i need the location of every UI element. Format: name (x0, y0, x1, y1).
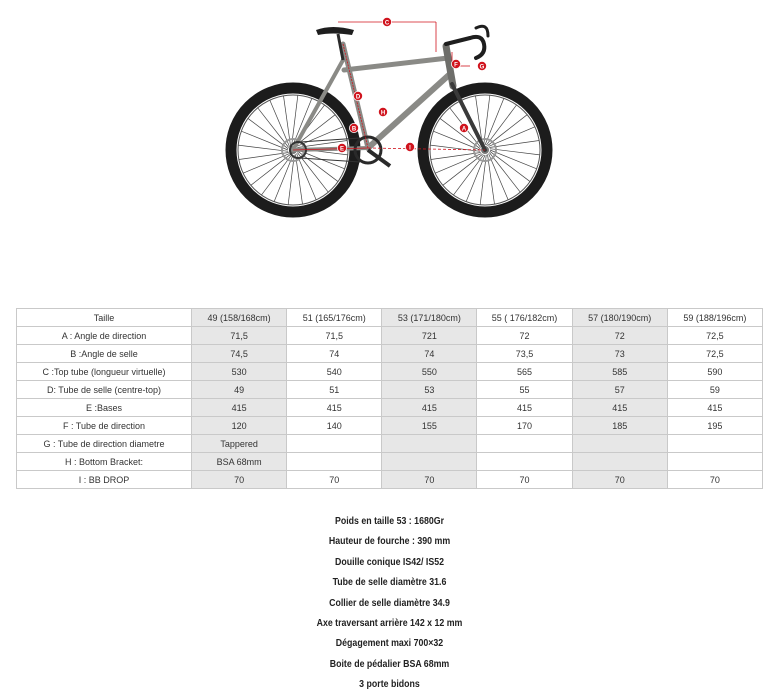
value-cell: 415 (667, 399, 762, 417)
value-cell: 70 (477, 471, 572, 489)
value-cell: 170 (477, 417, 572, 435)
spec-line: Hauteur de fourche : 390 mm (328, 536, 451, 548)
spec-line: Collier de selle diamètre 34.9 (329, 597, 450, 609)
value-cell: 74 (382, 345, 477, 363)
table-header-row (17, 309, 763, 327)
value-cell (477, 453, 572, 471)
spec-list (0, 512, 779, 696)
spec-line: Douille conique IS42/ IS52 (334, 556, 445, 568)
value-cell: 195 (667, 417, 762, 435)
value-cell: 721 (382, 327, 477, 345)
table-row (17, 435, 763, 453)
value-cell: 72,5 (667, 327, 762, 345)
value-cell: 540 (287, 363, 382, 381)
geometry-table (16, 308, 763, 489)
svg-text:B: B (351, 126, 357, 133)
svg-text:C: C (384, 20, 390, 27)
value-cell (572, 453, 667, 471)
value-cell: 70 (572, 471, 667, 489)
table-row (17, 399, 763, 417)
value-cell: 53 (382, 381, 477, 399)
marker-c (382, 17, 391, 26)
table-row (17, 363, 763, 381)
value-cell: 71,5 (192, 327, 287, 345)
value-cell: 70 (192, 471, 287, 489)
spec-line: 3 porte bidons (359, 679, 420, 691)
value-cell (287, 453, 382, 471)
value-cell: 73,5 (477, 345, 572, 363)
svg-text:E: E (339, 146, 345, 153)
marker-e (337, 143, 346, 152)
bike-geometry-diagram (220, 8, 560, 218)
value-cell: 71,5 (287, 327, 382, 345)
value-cell: 57 (572, 381, 667, 399)
value-cell: 415 (382, 399, 477, 417)
value-cell: 590 (667, 363, 762, 381)
value-cell: 140 (287, 417, 382, 435)
size-header-cell: 59 (188/196cm) (667, 309, 762, 327)
size-header-cell: 53 (171/180cm) (382, 309, 477, 327)
svg-text:D: D (355, 94, 361, 101)
row-label-cell: B :Angle de selle (17, 345, 192, 363)
spec-line: Tube de selle diamètre 31.6 (332, 577, 447, 589)
row-label-cell: D: Tube de selle (centre-top) (17, 381, 192, 399)
row-label-cell: C :Top tube (longueur virtuelle) (17, 363, 192, 381)
value-cell (477, 435, 572, 453)
table-row (17, 453, 763, 471)
value-cell (667, 453, 762, 471)
spec-line: Axe traversant arrière 142 x 12 mm (316, 617, 463, 629)
size-header-cell: 57 (180/190cm) (572, 309, 667, 327)
value-cell: Tappered (192, 435, 287, 453)
size-header-cell: 55 ( 176/182cm) (477, 309, 572, 327)
value-cell: 70 (667, 471, 762, 489)
value-cell: 72 (477, 327, 572, 345)
value-cell: 74,5 (192, 345, 287, 363)
value-cell (382, 435, 477, 453)
table-row (17, 417, 763, 435)
table-row (17, 381, 763, 399)
value-cell: 565 (477, 363, 572, 381)
svg-text:H: H (380, 110, 386, 117)
value-cell: 72,5 (667, 345, 762, 363)
value-cell: 74 (287, 345, 382, 363)
spec-line: Boite de pédalier BSA 68mm (329, 658, 450, 670)
value-cell: BSA 68mm (192, 453, 287, 471)
seat-and-post (316, 27, 354, 60)
row-label-cell: I : BB DROP (17, 471, 192, 489)
value-cell: 530 (192, 363, 287, 381)
header-label-cell: Taille (17, 309, 192, 327)
svg-text:F: F (454, 62, 458, 69)
row-label-cell: F : Tube de direction (17, 417, 192, 435)
value-cell: 55 (477, 381, 572, 399)
row-label-cell: G : Tube de direction diametre (17, 435, 192, 453)
value-cell: 415 (477, 399, 572, 417)
value-cell: 550 (382, 363, 477, 381)
marker-i (405, 142, 414, 151)
marker-g (477, 61, 486, 70)
marker-b (349, 123, 358, 132)
marker-d (353, 91, 362, 100)
marker-h (378, 107, 387, 116)
row-label-cell: H : Bottom Bracket: (17, 453, 192, 471)
table-row (17, 471, 763, 489)
value-cell (382, 453, 477, 471)
value-cell (667, 435, 762, 453)
value-cell (572, 435, 667, 453)
size-header-cell: 49 (158/168cm) (192, 309, 287, 327)
row-label-cell: A : Angle de direction (17, 327, 192, 345)
value-cell: 585 (572, 363, 667, 381)
value-cell: 415 (287, 399, 382, 417)
value-cell: 415 (192, 399, 287, 417)
value-cell: 72 (572, 327, 667, 345)
value-cell: 70 (287, 471, 382, 489)
svg-text:G: G (479, 64, 485, 71)
value-cell: 155 (382, 417, 477, 435)
table-row (17, 345, 763, 363)
value-cell: 59 (667, 381, 762, 399)
size-header-cell: 51 (165/176cm) (287, 309, 382, 327)
marker-f (451, 59, 460, 68)
spec-line: Dégagement maxi 700×32 (335, 638, 444, 650)
value-cell: 70 (382, 471, 477, 489)
marker-a (459, 123, 468, 132)
value-cell: 49 (192, 381, 287, 399)
value-cell (287, 435, 382, 453)
spec-line: Poids en taille 53 : 1680Gr (334, 516, 445, 527)
table-row (17, 327, 763, 345)
value-cell: 73 (572, 345, 667, 363)
value-cell: 51 (287, 381, 382, 399)
svg-text:A: A (461, 126, 467, 133)
row-label-cell: E :Bases (17, 399, 192, 417)
value-cell: 120 (192, 417, 287, 435)
value-cell: 185 (572, 417, 667, 435)
value-cell: 415 (572, 399, 667, 417)
svg-text:I: I (409, 145, 411, 152)
